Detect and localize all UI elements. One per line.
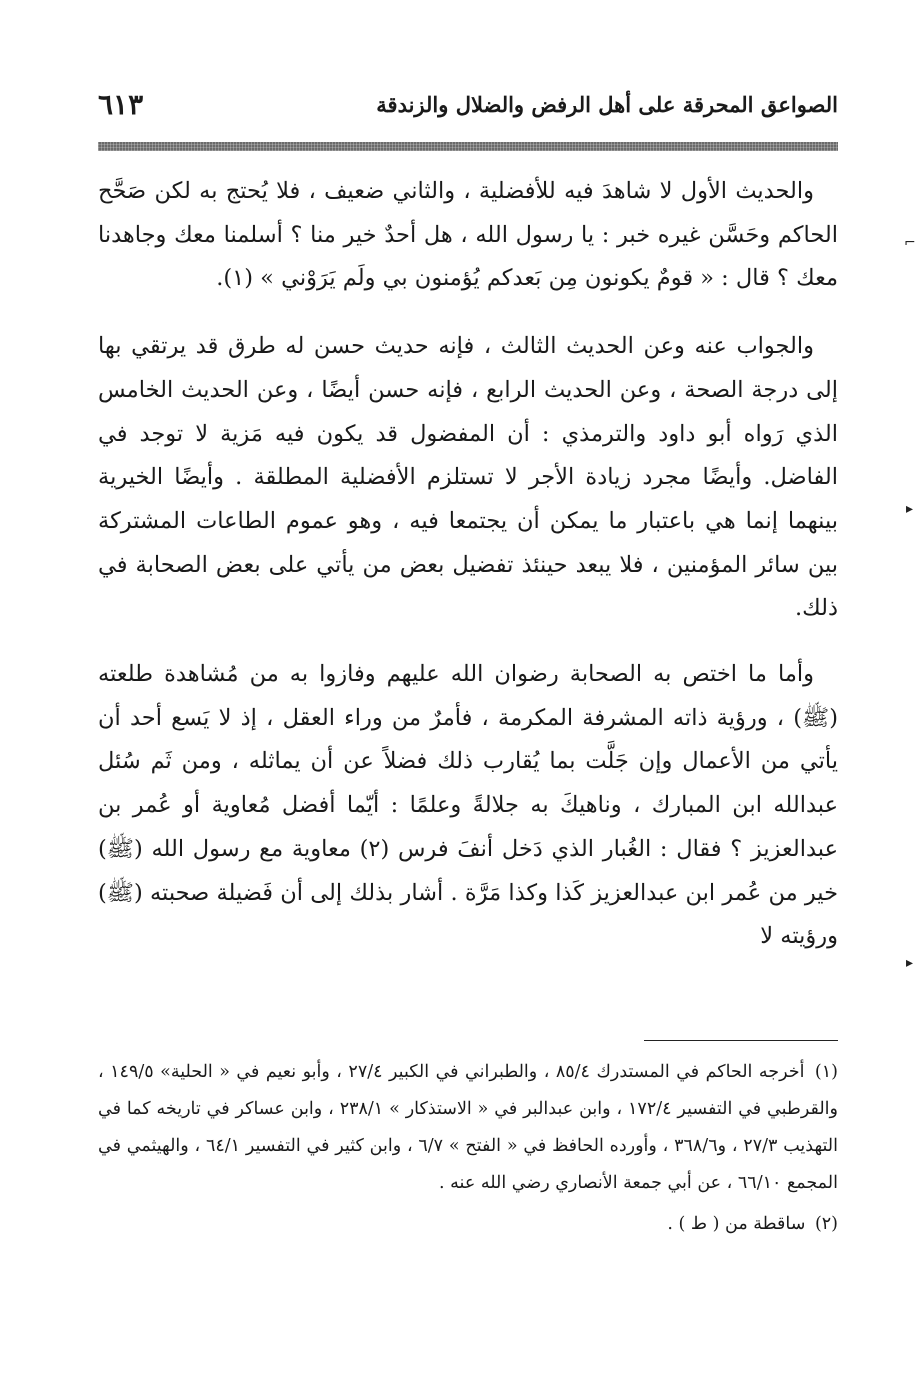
footnote-number: (٢) [814, 1214, 838, 1234]
footnote [98, 1206, 838, 1243]
scan-margin-mark: ▸ [906, 501, 914, 517]
paragraph: والجواب عنه وعن الحديث الثالث ، فإنه حديث حسن له طرق قد يرتقي بها إلى درجة الصحة ، وعن الحديث الرابع ، فإنه حسن أيضًا ، وعن الحديث الخامس الذي رَواه أبو داود والترمذي : أن المفضول قد يكون فيه مَزية لا توجد في الفاضل. وأيضًا مجرد زيادة الأجر لا تستلزم الأفضلية المطلقة . وأيضًا الخيرية بينهما إنما هي باعتبار ما يمكن أن يجتمعا فيه ، وهو عموم الطاعات المشتركة بين سائر المؤمنين ، فلا يبعد حينئذ تفضيل بعض من يأتي على بعض الصحابة في ذلك. [98, 333, 838, 622]
paragraph: وأما ما اختص به الصحابة رضوان الله عليهم وفازوا به من مُشاهدة طلعته (ﷺ) ، ورؤية ذاته المشرفة المكرمة ، فأمرٌ من وراء العقل ، إذ لا يَسع أحد أن يأتي من الأعمال وإن جَلَّت بما يُقارب ذلك فضلاً عن أن يماثله ، ومن ثَم سُئل عبدالله ابن المبارك ، وناهيكَ به جلالةً وعلمًا : أيّما أفضل مُعاوية أو عُمر بن عبدالعزيز ؟ فقال : الغُبار الذي دَخل أنفَ فرس (٢) معاوية مع رسول الله (ﷺ) خير من عُمر ابن عبدالعزيز كَذا وكذا مَرَّة . أشار بذلك إلى أن فَضيلة صحبته (ﷺ) ورؤيته لا [98, 661, 839, 950]
footnote-text: أخرجه الحاكم في المستدرك ٨٥/٤ ، والطبراني في الكبير ٢٧/٤ ، وأبو نعيم في « الحلية» ١٤٩/٥ ، والقرطبي في التفسير ١٧٢/٤ ، وابن عبدالبر في « الاستذكار » ٢٣٨/١ ، وابن عساكر في تاريخه كما في التهذيب ٢٧/٣ ، و٣٦٨/٦ ، وأورده الحافظ في « الفتح » ٦/٧ ، وابن كثير في التفسير ٦٤/١ ، والهيثمي في المجمع ٦٦/١٠ ، عن أبي جمعة الأنصاري رضي الله عنه . [98, 1062, 838, 1193]
footnotes [98, 1054, 838, 1247]
footnote [98, 1054, 838, 1202]
footnote-text: ساقطة من ( ط ) . [667, 1214, 806, 1234]
paragraph: والحديث الأول لا شاهدَ فيه للأفضلية ، والثاني ضعيف ، فلا يُحتج به لكن صَحَّح الحاكم وحَسَّن غيره خبر : يا رسول الله ، هل أحدٌ خير منا ؟ أسلمنا معك وجاهدنا معك ؟ قال : « قومٌ يكونون مِن بَعدكم يُؤمنون بي ولَم يَرَوْني » (١). [98, 178, 838, 292]
header-rule [98, 142, 838, 151]
page-header [98, 88, 838, 138]
footnote-number: (١) [814, 1062, 838, 1082]
scan-margin-mark: ▸ [906, 955, 914, 971]
footnote-separator [644, 1040, 838, 1041]
page-number: ٦١٣ [98, 88, 144, 121]
main-text [98, 170, 838, 981]
scan-margin-mark: ⌐ [904, 235, 916, 251]
running-title: الصواعق المحرقة على أهل الرفض والضلال والزندقة [376, 92, 838, 117]
